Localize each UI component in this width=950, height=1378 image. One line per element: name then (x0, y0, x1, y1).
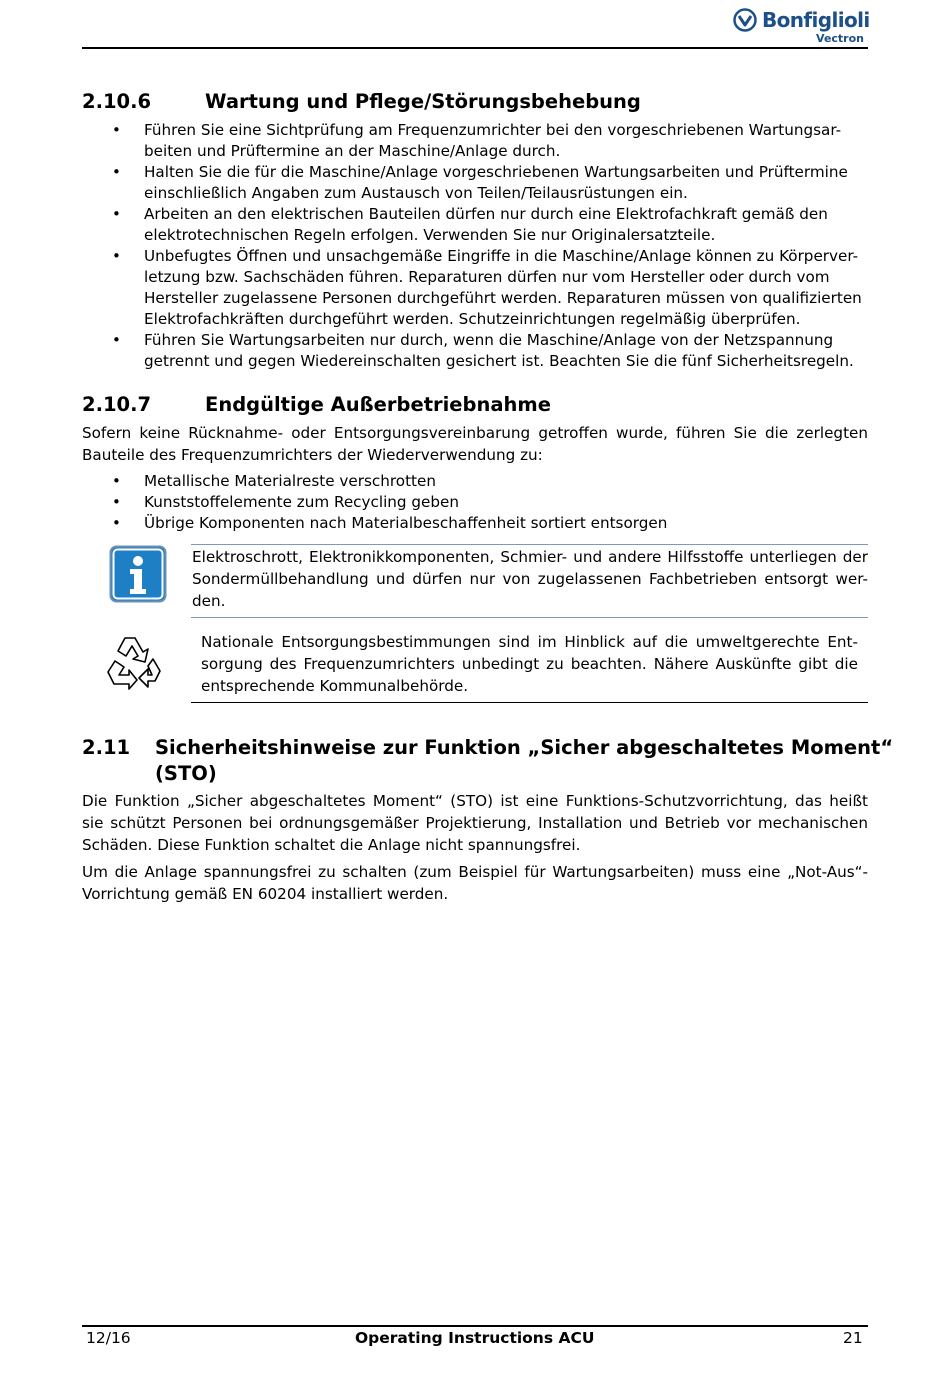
section-heading-2-10-6 (82, 90, 641, 114)
info-note-text: Elektroschrott, Elektronikkomponenten, Schmier- und andere Hilfsstoffe unterliegen der Sondermüllbehandlung und dürfen nur von zugelassenen Fachbetrieben entsorgt wer-den. (192, 548, 868, 610)
list-item: • Unbefugtes Öffnen und unsachgemäße Eingriffe in die Maschine/Anlage können zu Körperver-letzung bzw. Sachschäden führen. Reparaturen dürfen nur vom Hersteller oder durch vom Hersteller zugelassene Personen durchgeführt werden. Reparaturen müssen von qualifizierten Elektrofachkräften durchgeführt werden. Schutzeinrichtungen regelmäßig überprüfen. (82, 246, 868, 330)
section-number: 2.10.6 (82, 90, 152, 113)
footer-rule (82, 1325, 868, 1327)
list-item: • Halten Sie die für die Maschine/Anlage vorgeschriebenen Wartungsarbeiten und Prüftermine einschließlich Angaben zum Austausch von Teilen/Teilausrüstungen ein. (82, 162, 868, 204)
section-title: Sicherheitshinweise zur Funktion „Sicher abgeschaltetes Moment“ (155, 736, 894, 759)
note-top-rule (191, 544, 868, 545)
section-number: 2.11 (82, 736, 131, 759)
section-heading-2-10-7 (82, 393, 551, 417)
maintenance-list (82, 120, 868, 372)
section-title: Wartung und Pflege/Störungsbehebung (205, 90, 641, 113)
page-number: 21 (843, 1329, 863, 1347)
footer-date: 12/16 (86, 1329, 131, 1347)
section-number: 2.10.7 (82, 393, 152, 416)
info-icon (109, 545, 167, 603)
footer-title: Operating Instructions ACU (355, 1329, 595, 1347)
recycle-note-text: Nationale Entsorgungsbestimmungen sind im Hinblick auf die umweltgerechte Ent-sorgung des Frequenzumrichters unbedingt zu beachten. Nähere Auskünfte gibt die entsprechende Kommunalbehörde. (201, 633, 858, 695)
list-item: • Übrige Komponenten nach Materialbeschaffenheit sortiert entsorgen (82, 513, 868, 534)
sto-description: Die Funktion „Sicher abgeschaltetes Moment“ (STO) ist eine Funktions-Schutzvorrichtung, das heißt sie schützt Personen bei ordnungsgemäßer Projektierung, Installation und Betrieb vor mechanischen Schäden. Diese Funktion schaltet die Anlage nicht spannungsfrei. (82, 792, 868, 854)
list-item: • Führen Sie eine Sichtprüfung am Frequenzumrichter bei den vorgeschriebenen Wartungsar-beiten und Prüftermine an der Maschine/Anlage durch. (82, 120, 868, 162)
brand-name: Bonfiglioli (762, 8, 870, 32)
note-divider (191, 702, 868, 703)
bonfiglioli-logo-icon (733, 8, 757, 32)
recycle-icon (105, 632, 169, 694)
section-title-continued: (STO) (155, 762, 217, 785)
page-header (82, 0, 868, 49)
section-heading-2-11 (82, 736, 894, 760)
list-item: • Arbeiten an den elektrischen Bauteilen dürfen nur durch eine Elektrofachkraft gemäß den elektrotechnischen Regeln erfolgen. Verwenden Sie nur Originalersatzteile. (82, 204, 868, 246)
list-item: • Führen Sie Wartungsarbeiten nur durch, wenn die Maschine/Anlage von der Netzspannung getrennt und gegen Wiedereinschalten gesichert ist. Beachten Sie die fünf Sicherheitsregeln. (82, 330, 868, 372)
section-title: Endgültige Außerbetriebnahme (205, 393, 551, 416)
brand-subtitle: Vectron (816, 32, 864, 45)
list-item: • Kunststoffelemente zum Recycling geben (82, 492, 868, 513)
decommission-intro: Sofern keine Rücknahme- oder Entsorgungsvereinbarung getroffen wurde, führen Sie die zerlegten Bauteile des Frequenzumrichters der Wiederverwendung zu: (82, 424, 868, 464)
emergency-stop-note: Um die Anlage spannungsfrei zu schalten (zum Beispiel für Wartungsarbeiten) muss eine „Not-Aus“-Vorrichtung gemäß EN 60204 installiert werden. (82, 863, 868, 903)
list-item: • Metallische Materialreste verschrotten (82, 471, 868, 492)
company-logo (733, 7, 868, 47)
note-bottom-rule (191, 617, 868, 618)
recycling-list (82, 471, 868, 534)
